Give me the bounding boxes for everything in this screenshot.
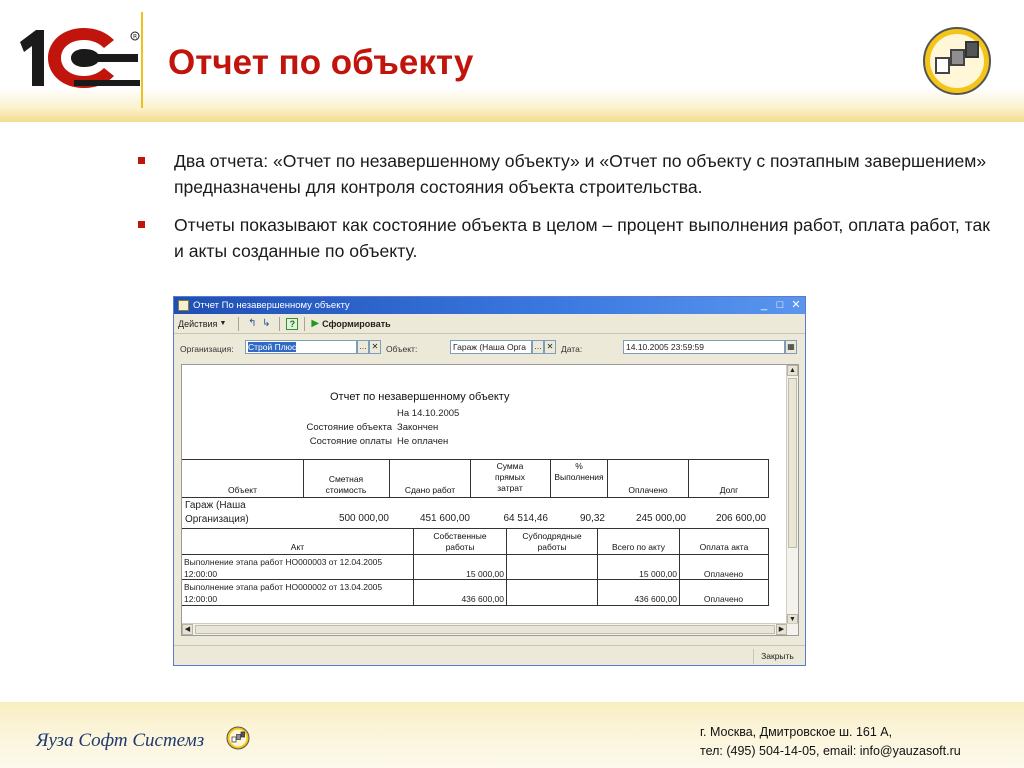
table-rule [182,497,769,498]
vertical-scroll-thumb[interactable] [788,378,797,548]
redo-arrow-icon[interactable]: ↳ [262,318,271,329]
actions-menu[interactable] [178,319,226,329]
brand-name: Яуза Софт Системз [36,730,205,751]
table-rule [182,554,769,555]
company-badge-icon [922,26,992,96]
table-rule [470,459,471,497]
column-header: Сумма прямых затрат [494,461,526,493]
bullet-marker-icon [138,157,145,164]
table-rule [506,528,507,605]
window-toolbar [174,314,805,334]
window-statusbar [174,645,805,665]
svg-text:R: R [133,33,138,41]
table-rule [182,459,769,460]
column-header: Акт [290,542,305,552]
column-header: Сметная стоимость [325,474,367,495]
report-date: На 14.10.2005 [397,408,460,419]
column-header: Собственные работы [433,531,487,552]
window-title: Отчет По незавершенному объекту [193,300,350,311]
own-work-cell: 436 600,00 [461,594,504,604]
date-label: Дата: [561,344,583,354]
chevron-down-icon: ▼ [219,320,227,327]
done-cell: 451 600,00 [419,513,470,524]
bullet-item [136,212,996,264]
undo-arrow-icon[interactable]: ↰ [248,318,257,329]
window-titlebar[interactable] [174,297,805,314]
brand-logo-icon [226,726,250,750]
slide-header [0,0,1024,122]
horizontal-scrollbar[interactable] [182,623,799,635]
maximize-button[interactable]: □ [776,299,784,311]
bullet-marker-icon [138,221,145,228]
table-rule [182,528,769,529]
own-work-cell: 15 000,00 [466,569,504,579]
paid-cell: 245 000,00 [635,513,686,524]
bullet-text: Два отчета: «Отчет по незавершенному объекту» и «Отчет по объекту с поэтапным завершением» предназначены для контроля состояния объекта строительства. [174,151,987,197]
generate-button[interactable] [311,318,390,329]
direct-cost-cell: 64 514,46 [503,513,548,524]
horizontal-scroll-thumb[interactable] [195,625,775,634]
object-state-label: Состояние объекта [306,422,392,433]
column-header: Оплачено [628,485,668,495]
act-cell: Выполнение этапа работ НО000002 от 13.04.2005 12:00:00 [184,582,383,604]
generate-button-label: Сформировать [322,318,391,329]
act-payment-cell: Оплачено [703,569,744,579]
organization-label: Организация: [180,344,234,354]
address-line: г. Москва, Дмитровское ш. 161 А, [700,725,893,739]
payment-state-label: Состояние оплаты [309,436,392,447]
slide-footer [0,702,1024,768]
1c-logo-icon [14,26,144,92]
column-header: Сдано работ [404,485,456,495]
object-value: Гараж (Наша Орга [453,342,526,352]
minimize-button[interactable]: _ [760,299,768,311]
table-rule [303,459,304,497]
contacts-line: тел: (495) 504-14-05, email: info@yauzasoft.ru [700,744,961,758]
object-select-button[interactable]: … [532,340,544,354]
column-header: Субподрядные работы [522,531,582,552]
contact-info [700,723,961,761]
play-icon: ▶ [311,318,320,329]
object-field[interactable] [450,340,532,354]
object-state-value: Закончен [397,422,439,433]
actions-menu-label: Действия [178,318,218,329]
scroll-right-icon[interactable]: ▶ [776,624,787,635]
bullet-list [136,148,996,276]
vertical-scrollbar[interactable] [786,365,798,625]
organization-clear-icon[interactable]: ✕ [369,340,381,354]
scroll-down-icon[interactable]: ▼ [787,614,798,625]
bullet-item [136,148,996,200]
table-rule [182,605,769,606]
object-clear-icon[interactable]: ✕ [544,340,556,354]
close-button[interactable]: Закрыть [753,649,801,664]
page-title: Отчет по объекту [168,43,474,82]
table-rule [768,528,769,605]
act-cell: Выполнение этапа работ НО000003 от 12.04.2005 12:00:00 [184,557,383,579]
percent-cell: 90,32 [579,513,605,524]
date-value: 14.10.2005 23:59:59 [626,342,704,352]
report-title: Отчет по незавершенному объекту [330,391,510,403]
help-icon[interactable]: ? [286,318,298,330]
column-header: % Выполнения [554,461,604,482]
scroll-left-icon[interactable]: ◀ [182,624,193,635]
report-sheet [181,364,799,636]
calendar-icon[interactable]: ▦ [785,340,797,354]
bullet-text: Отчеты показывают как состояние объекта в целом – процент выполнения работ, оплата работ, так и акты созданные по объекту. [174,215,990,261]
object-cell: Гараж (Наша Организация) [185,500,249,525]
toolbar-separator [304,317,305,331]
organization-field[interactable] [245,340,357,354]
column-header: Объект [228,485,257,495]
report-parameters [174,334,805,360]
table-rule [550,459,551,497]
payment-state-value: Не оплачен [397,436,449,447]
debt-cell: 206 600,00 [715,513,766,524]
toolbar-separator [238,317,239,331]
act-total-cell: 436 600,00 [634,594,677,604]
toolbar-separator [279,317,280,331]
column-header: Долг [719,485,739,495]
organization-select-button[interactable]: … [357,340,369,354]
column-header: Всего по акту [611,542,666,552]
scroll-up-icon[interactable]: ▲ [787,365,798,376]
act-payment-cell: Оплачено [703,594,744,604]
estimate-cell: 500 000,00 [338,513,389,524]
object-label: Объект: [386,344,418,354]
header-divider [141,12,143,108]
date-field[interactable] [623,340,785,354]
report-window [173,296,806,666]
close-window-button[interactable]: ✕ [791,299,801,311]
column-header: Оплата акта [699,542,749,552]
organization-value: Строй Плюс [248,342,297,352]
act-total-cell: 15 000,00 [639,569,677,579]
window-app-icon [178,300,189,311]
